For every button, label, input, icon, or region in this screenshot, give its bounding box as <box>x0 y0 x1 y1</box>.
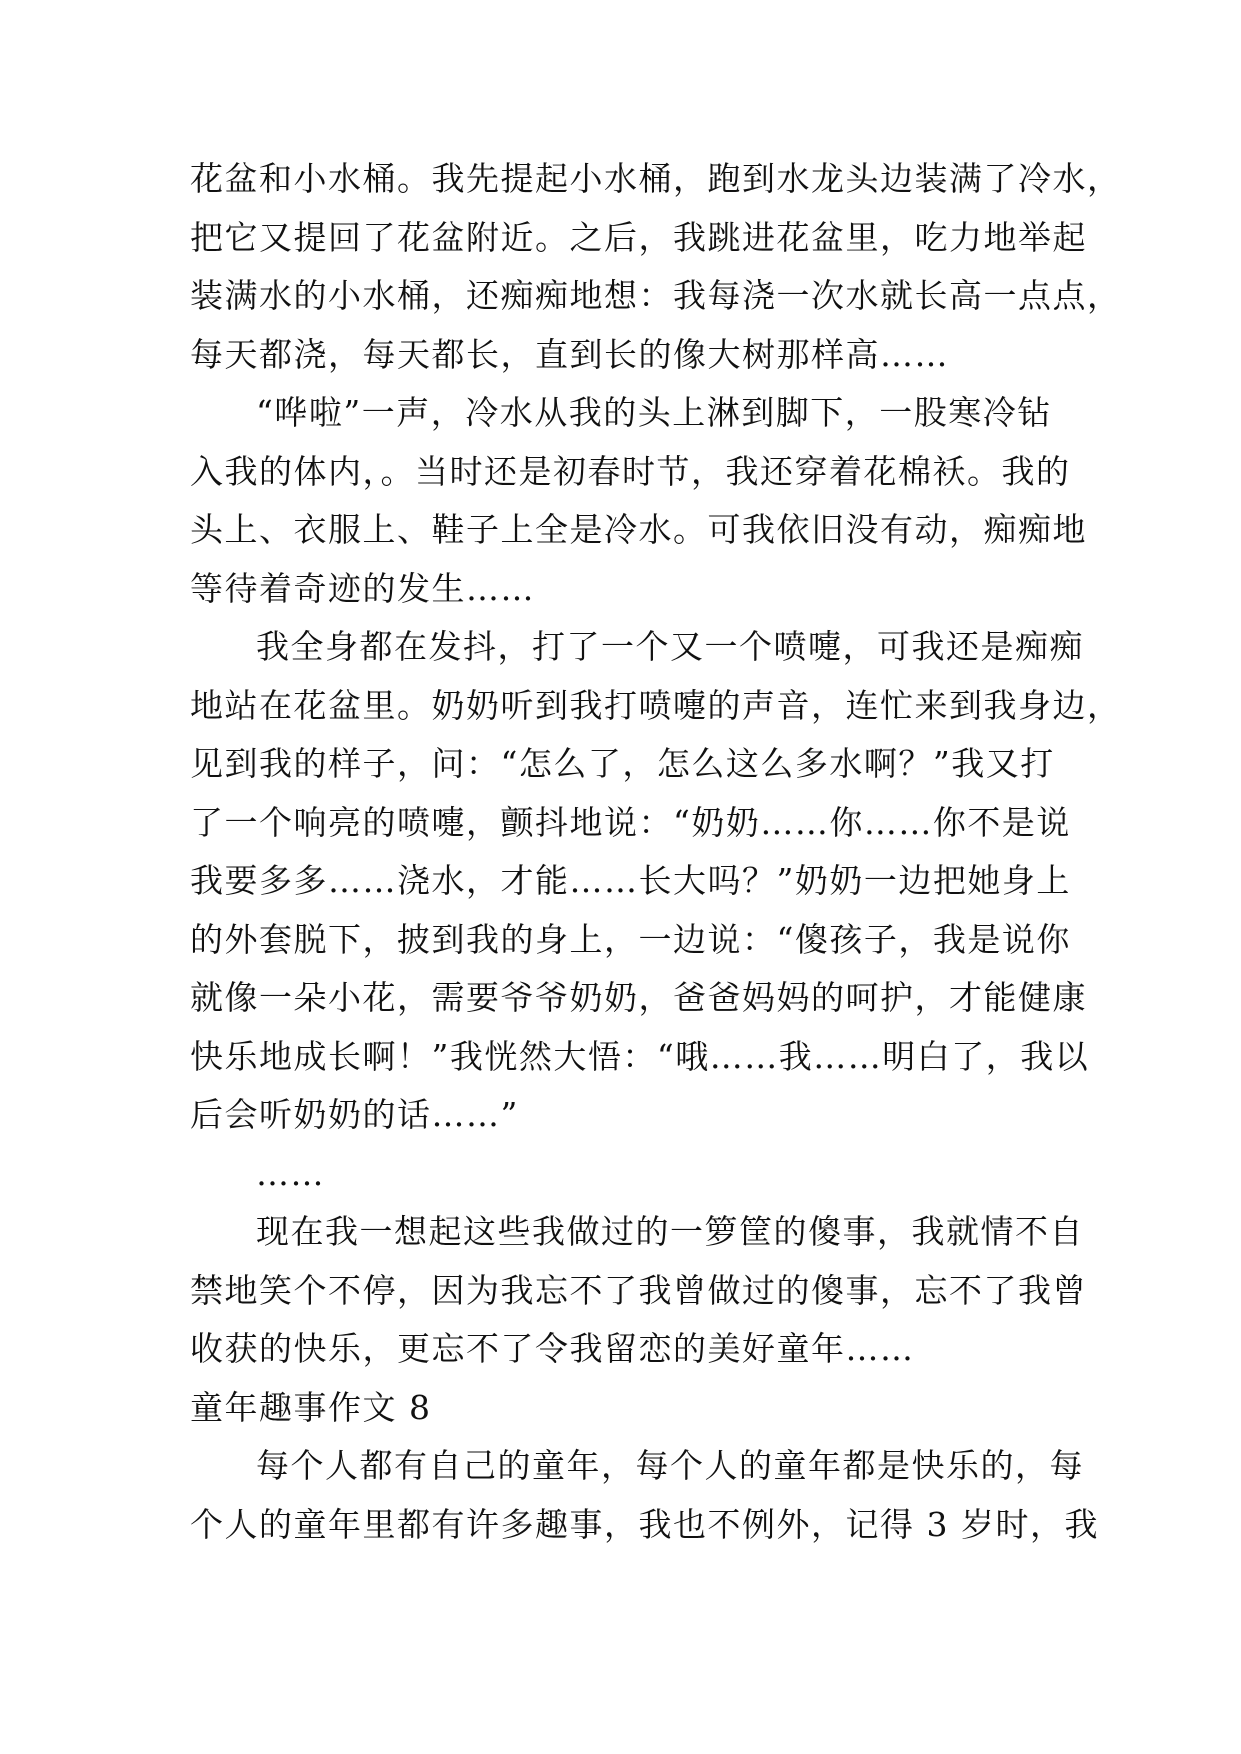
paragraph-line: 入我的体内，。当时还是初春时节，我还穿着花棉袄。我的 <box>190 451 1071 491</box>
paragraph-line: 我全身都在发抖，打了一个又一个喷嚏，可我还是痴痴 <box>256 627 1084 666</box>
paragraph-line: 花盆和小水桶。我先提起小水桶，跑到水龙头边装满了冷水， <box>190 159 1122 198</box>
section-heading: 童年趣事作文 8 <box>190 1387 432 1427</box>
paragraph-line: 地站在花盆里。奶奶听到我打喷嚏的声音，连忙来到我身边， <box>190 685 1122 725</box>
paragraph-line: 了一个响亮的喷嚏，颤抖地说：“奶奶……你……你不是说 <box>190 802 1071 842</box>
paragraph-line: 每天都浇，每天都长，直到长的像大树那样高…… <box>190 334 949 374</box>
essay-body <box>190 150 1122 1554</box>
paragraph-line: 见到我的样子，问：“怎么了，怎么这么多水啊？”我又打 <box>190 744 1055 783</box>
paragraph-line: 的外套脱下，披到我的身上，一边说：“傻孩子，我是说你 <box>190 919 1071 959</box>
paragraph-line: 等待着奇迹的发生…… <box>190 568 535 608</box>
paragraph-line: “哗啦”一声，冷水从我的头上淋到脚下，一股寒冷钻 <box>256 393 1052 432</box>
paragraph-line: 禁地笑个不停，因为我忘不了我曾做过的傻事，忘不了我曾 <box>190 1270 1087 1310</box>
paragraph-line: 个人的童年里都有许多趣事，我也不例外，记得 3 岁时，我 <box>190 1504 1099 1544</box>
paragraph-line: 收获的快乐，更忘不了令我留恋的美好童年…… <box>190 1329 915 1368</box>
paragraph-line: 现在我一想起这些我做过的一箩筐的傻事，我就情不自 <box>256 1212 1084 1251</box>
paragraph-line: 把它又提回了花盆附近。之后，我跳进花盆里，吃力地举起 <box>190 217 1087 257</box>
paragraph-line: 我要多多……浇水，才能……长大吗？”奶奶一边把她身上 <box>190 861 1071 900</box>
paragraph-line: 快乐地成长啊！”我恍然大悟：“哦……我……明白了，我以 <box>190 1036 1090 1076</box>
paragraph-line: 头上、衣服上、鞋子上全是冷水。可我依旧没有动，痴痴地 <box>190 510 1087 549</box>
paragraph-line: 装满水的小水桶，还痴痴地想：我每浇一次水就长高一点点， <box>190 276 1122 315</box>
ellipsis-line: …… <box>256 1153 325 1193</box>
paragraph-line: 后会听奶奶的话……” <box>190 1095 519 1134</box>
paragraph-line: 就像一朵小花，需要爷爷奶奶，爸爸妈妈的呵护，才能健康 <box>190 978 1087 1017</box>
paragraph-line: 每个人都有自己的童年，每个人的童年都是快乐的，每 <box>256 1446 1084 1485</box>
